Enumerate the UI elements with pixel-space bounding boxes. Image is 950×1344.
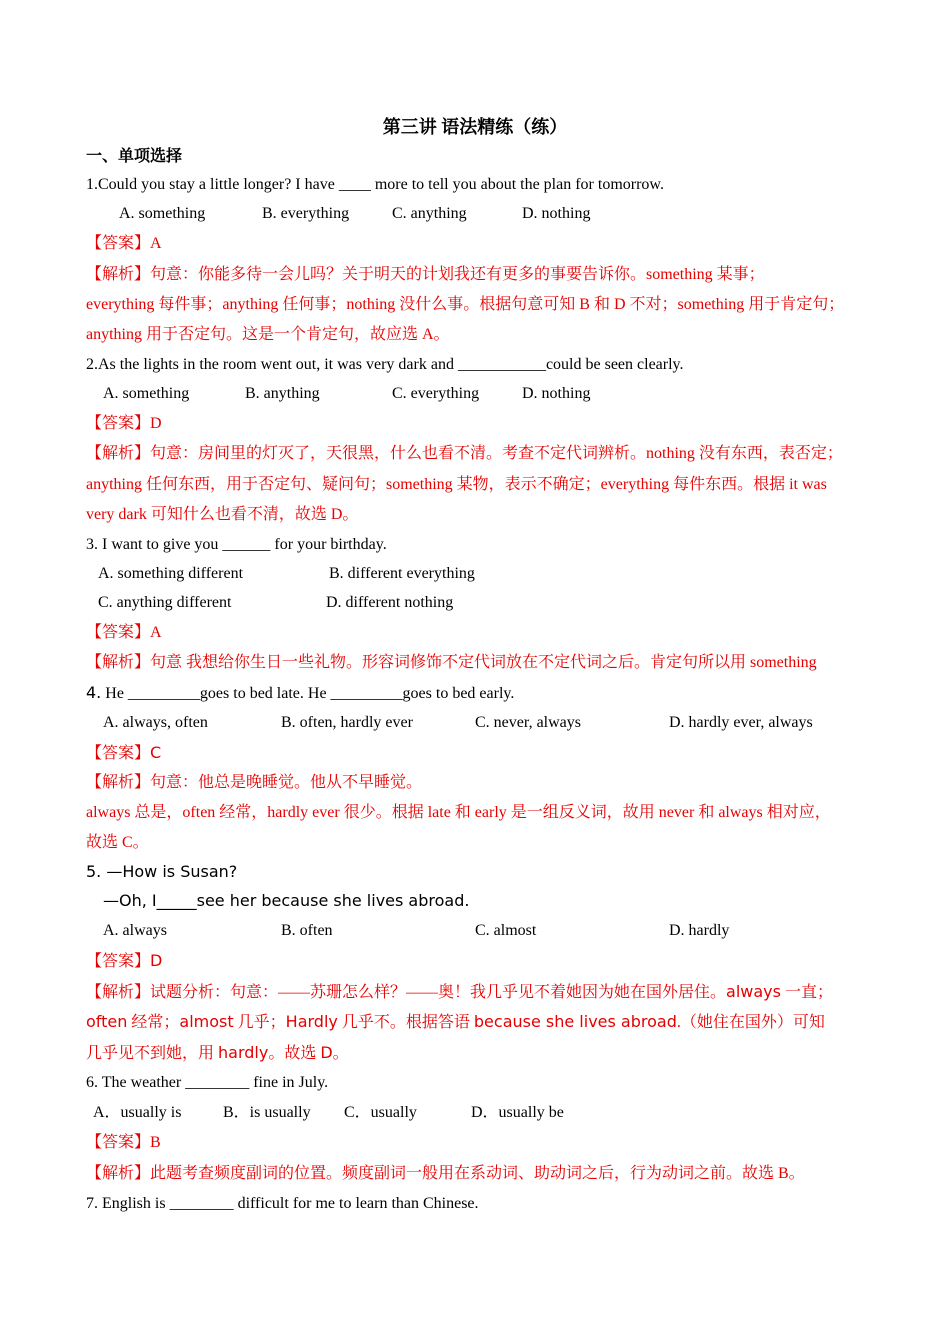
question-5-analysis-line <box>86 1043 349 1064</box>
question-4-option-b: B. often, hardly ever <box>281 714 413 731</box>
question-1-option-a: A. something <box>119 205 206 222</box>
question-2-option-a: A. something <box>103 385 190 402</box>
question-4-analysis-line: 故选 C。 <box>86 834 149 851</box>
question-6-option-d: D．usually be <box>471 1104 564 1121</box>
analysis-term: D <box>320 1043 333 1062</box>
answer-label: 【答案】 <box>86 953 151 970</box>
page-title: 第三讲 语法精练（练） <box>382 117 568 137</box>
question-6-option-b: B．is usually <box>223 1104 311 1121</box>
question-5-option-d: D. hardly <box>669 922 730 939</box>
question-6-option-a: A．usually is <box>93 1104 182 1121</box>
analysis-text: 几乎见不到她，用 <box>86 1045 219 1062</box>
question-5-analysis-line <box>86 1012 825 1033</box>
analysis-term: almost <box>179 1012 234 1031</box>
answer-value: D <box>150 951 163 970</box>
analysis-term: often <box>86 1012 128 1031</box>
question-2-stem: 2.As the lights in the room went out, it was very dark and ___________could be seen clearly. <box>86 356 684 373</box>
question-2-option-d: D. nothing <box>522 385 591 402</box>
question-1-stem: 1.Could you stay a little longer? I have ____ more to tell you about the plan for tomorrow. <box>86 176 664 193</box>
question-1-analysis-line: everything 每件事；anything 任何事；nothing 没什么事。根据句意可知 B 和 D 不对；something 用于肯定句； <box>86 296 845 313</box>
question-1-analysis-line: 【解析】句意：你能多待一会儿吗？关于明天的计划我还有更多的事要告诉你。something 某事； <box>86 266 765 283</box>
analysis-text: 一直； <box>780 984 833 1001</box>
analysis-term: always <box>726 982 781 1001</box>
question-3-option-d: D. different nothing <box>326 594 454 611</box>
analysis-text: .（她住在国外）可知 <box>676 1014 825 1031</box>
analysis-text: 。故选 <box>268 1045 321 1062</box>
analysis-term: hardly <box>218 1043 269 1062</box>
question-2-analysis-line: very dark 可知什么也看不清，故选 D。 <box>86 506 359 523</box>
question-2-option-b: B. anything <box>245 385 320 402</box>
question-2-answer: 【答案】D <box>86 415 162 432</box>
question-3-stem: 3. I want to give you ______ for your birthday. <box>86 536 387 553</box>
question-2-analysis-line: anything 任何东西，用于否定句、疑问句；something 某物，表示不确定；everything 每件东西。根据 it was <box>86 476 827 493</box>
question-4-option-a: A. always, often <box>103 714 208 731</box>
question-5-option-c: C. almost <box>475 922 537 939</box>
question-6-option-c: C．usually <box>344 1104 417 1121</box>
question-1-option-d: D. nothing <box>522 205 591 222</box>
question-3-analysis-line: 【解析】句意 我想给你生日一些礼物。形容词修饰不定代词放在不定代词之后。肯定句所以用 something <box>86 654 817 671</box>
analysis-term: Hardly <box>285 1012 338 1031</box>
analysis-text: 【解析】试题分析：句意：——苏珊怎么样？——奥！我几乎见不着她因为她在国外居住。 <box>86 984 727 1001</box>
question-5-answer <box>86 951 162 972</box>
question-4-analysis-line: always 总是，often 经常，hardly ever 很少。根据 late 和 early 是一组反义词，故用 never 和 always 相对应， <box>86 804 831 821</box>
question-3-answer: 【答案】A <box>86 624 162 641</box>
question-3-option-a: A. something different <box>98 565 244 582</box>
question-6-stem: 6. The weather ________ fine in July. <box>86 1074 329 1091</box>
question-4-option-d: D. hardly ever, always <box>669 714 813 731</box>
question-5-stem: 5. —How is Susan? <box>86 862 238 881</box>
section-heading: 一、单项选择 <box>86 148 183 165</box>
question-1-option-c: C. anything <box>392 205 467 222</box>
question-4-number: 4. <box>86 683 102 702</box>
analysis-text: 几乎； <box>233 1014 286 1031</box>
question-7-stem: 7. English is ________ difficult for me to learn than Chinese. <box>86 1195 479 1212</box>
question-4-option-c: C. never, always <box>475 714 581 731</box>
analysis-text: 。 <box>332 1045 349 1062</box>
question-4-answer <box>86 743 161 764</box>
question-6-answer: 【答案】B <box>86 1134 161 1151</box>
question-2-analysis-line: 【解析】句意：房间里的灯灭了，天很黑，什么也看不清。考查不定代词辨析。nothing 没有东西，表否定； <box>86 445 843 462</box>
question-1-analysis-line: anything 用于否定句。这是一个肯定句，故应选 A。 <box>86 326 450 343</box>
question-5-stem-reply: —Oh, I_____see her because she lives abroad. <box>103 891 470 910</box>
answer-label: 【答案】 <box>86 745 151 762</box>
question-4-text: He _________goes to bed late. He _________goes to bed early. <box>101 685 515 702</box>
question-5-option-a: A. always <box>103 922 167 939</box>
analysis-term: because she lives abroad <box>473 1012 677 1031</box>
question-2-option-c: C. everything <box>392 385 480 402</box>
question-1-answer: 【答案】A <box>86 235 162 252</box>
question-6-analysis-line: 【解析】此题考查频度副词的位置。频度副词一般用在系动词、助动词之后，行为动词之前。故选 B。 <box>86 1165 805 1182</box>
question-4-analysis-line: 【解析】句意：他总是晚睡觉。他从不早睡觉。 <box>86 774 423 791</box>
answer-value: C <box>150 743 162 762</box>
question-3-option-c: C. anything different <box>98 594 232 611</box>
question-3-option-b: B. different everything <box>329 565 475 582</box>
question-5-analysis-line <box>86 982 833 1003</box>
question-5-option-b: B. often <box>281 922 333 939</box>
question-4-stem <box>86 683 514 704</box>
question-1-option-b: B. everything <box>262 205 350 222</box>
analysis-text: 经常； <box>127 1014 180 1031</box>
analysis-text: 几乎不。根据答语 <box>337 1014 474 1031</box>
